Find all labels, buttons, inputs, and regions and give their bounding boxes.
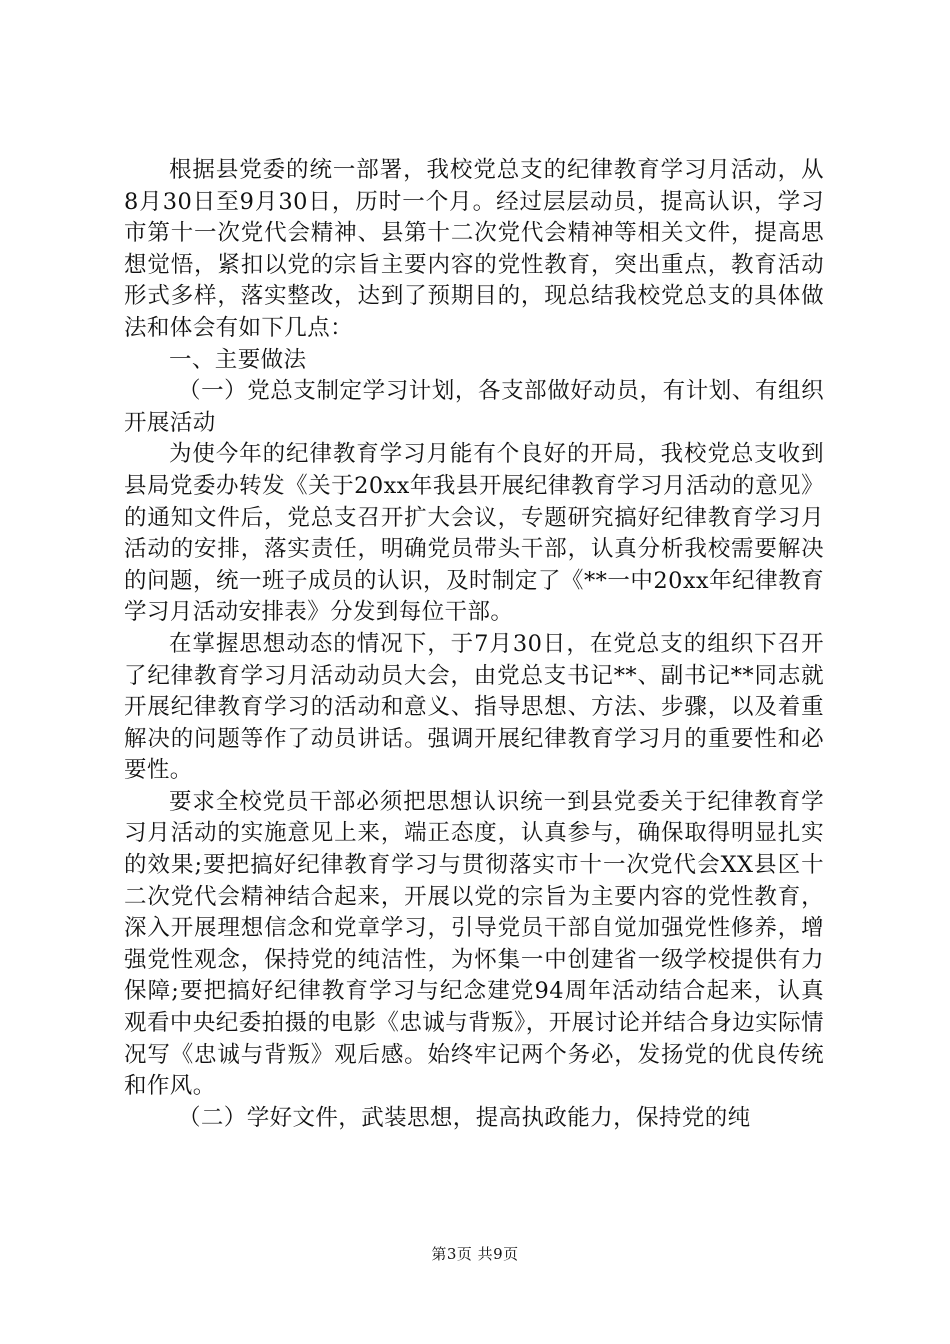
body-paragraph: 为使今年的纪律教育学习月能有个良好的开局，我校党总支收到县局党委办转发《关于20xx年我县开展纪律教育学习月活动的意见》的通知文件后，党总支召开扩大会议，专题研究搞好纪律教育学习月活动的安排，落实责任，明确党员带头干部，认真分析我校需要解决的问题，统一班子成员的认识，及时制定了《**一中20xx年纪律教育学习月活动安排表》分发到每位干部。 (124, 441, 824, 626)
subsection-heading-2: （二）学好文件，武装思想，提高执政能力，保持党的纯 (178, 1104, 751, 1131)
body-paragraph: 在掌握思想动态的情况下，于7月30日，在党总支的组织下召开了纪律教育学习月活动动员大会，由党总支书记**、副书记**同志就开展纪律教育学习的活动和意义、指导思想、方法、步骤，以及着重解决的问题等作了动员讲话。强调开展纪律教育学习月的重要性和必要性。 (124, 630, 824, 784)
body-paragraph: 要求全校党员干部必须把思想认识统一到县党委关于纪律教育学习月活动的实施意见上来，端正态度，认真参与，确保取得明显扎实的效果;要把搞好纪律教育学习与贯彻落实市十一次党代会XX县区十二次党代会精神结合起来，开展以党的宗旨为主要内容的党性教育，深入开展理想信念和党章学习，引导党员干部自觉加强党性修养，增强党性观念，保持党的纯洁性，为怀集一中创建省一级学校提供有力保障;要把搞好纪律教育学习与纪念建党94周年活动结合起来，认真观看中央纪委拍摄的电影《忠诚与背叛》，开展讨论并结合身边实际情况写《忠诚与背叛》观后感。始终牢记两个务必，发扬党的优良传统和作风。 (124, 788, 824, 1100)
section-heading-main-practices: 一、主要做法 (169, 346, 307, 373)
page-footer: 第3页 共9页 (431, 1245, 519, 1263)
document-body (124, 155, 824, 1134)
intro-paragraph: 根据县党委的统一部署，我校党总支的纪律教育学习月活动，从8月30日至9月30日，历时一个月。经过层层动员，提高认识，学习市第十一次党代会精神、县第十二次党代会精神等相关文件，提高思想觉悟，紧扣以党的宗旨主要内容的党性教育，突出重点，教育活动形式多样，落实整改，达到了预期目的，现总结我校党总支的具体做法和体会有如下几点： (124, 157, 824, 341)
subsection-heading-1: （一）党总支制定学习计划，各支部做好动员，有计划、有组织开展活动 (124, 378, 824, 436)
